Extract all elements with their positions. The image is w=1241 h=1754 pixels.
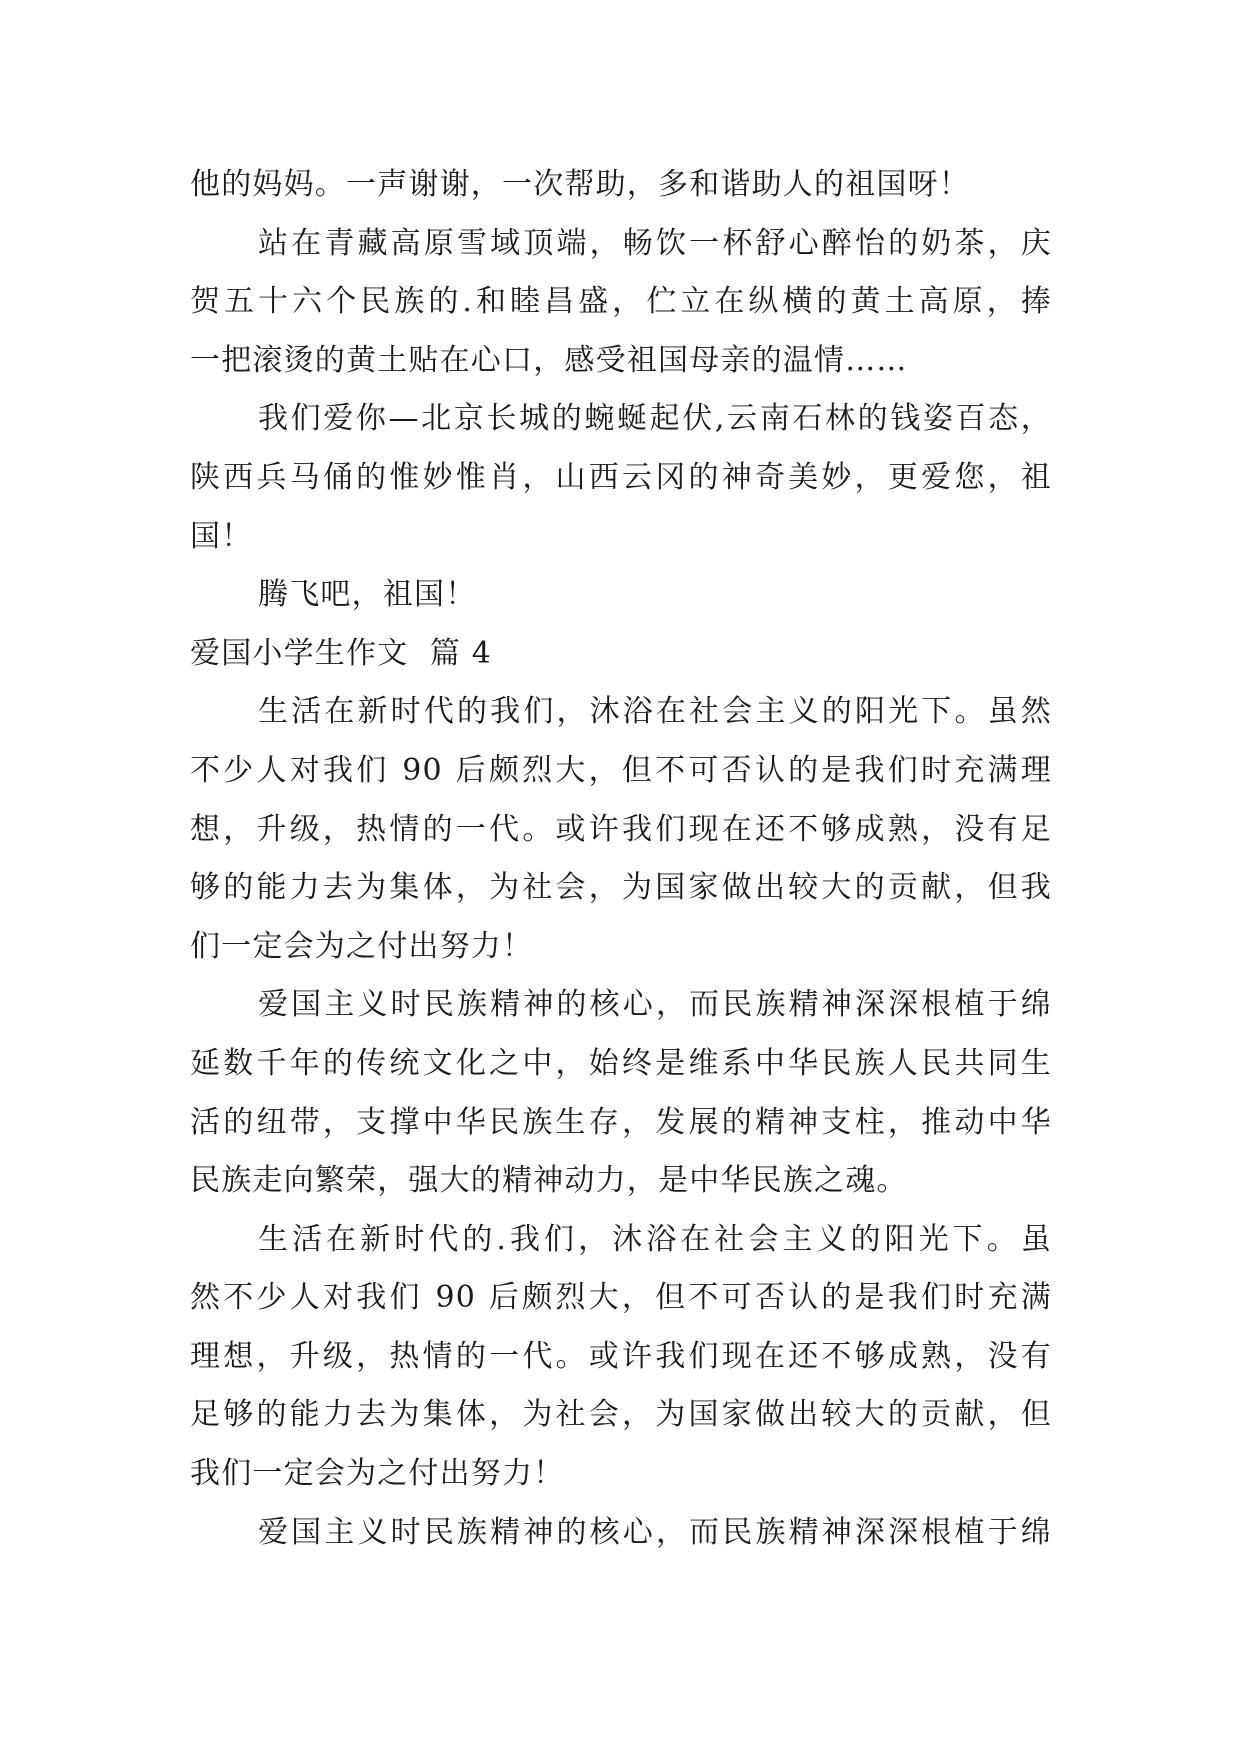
text-line: 不少人对我们 90 后颇烈大，但不可否认的是我们时充满理 xyxy=(190,752,1052,788)
text-line: 生活在新时代的.我们，沐浴在社会主义的阳光下。虽 xyxy=(258,1221,1052,1257)
text-line: 他的妈妈。一声谢谢，一次帮助，多和谐助人的祖国呀！ xyxy=(190,167,970,202)
text-line: 们一定会为之付出努力！ xyxy=(190,928,534,964)
text-line: 足够的能力去为集体，为社会，为国家做出较大的贡献，但 xyxy=(190,1397,1052,1433)
text-line: 腾飞吧，祖国！ xyxy=(258,577,477,613)
text-line: 生活在新时代的我们，沐浴在社会主义的阳光下。虽然 xyxy=(258,694,1052,730)
text-line: 够的能力去为集体，为社会，为国家做出较大的贡献，但我 xyxy=(190,870,1052,906)
text-line: 活的纽带，支撑中华民族生存，发展的精神支柱，推动中华 xyxy=(190,1104,1052,1140)
text-line: 延数千年的传统文化之中，始终是维系中华民族人民共同生 xyxy=(190,1045,1052,1081)
text-line: 站在青藏高原雪域顶端，畅饮一杯舒心醉怡的奶茶，庆 xyxy=(258,225,1052,261)
document-body xyxy=(190,156,1052,1562)
text-line: 然不少人对我们 90 后颇烈大，但不可否认的是我们时充满 xyxy=(190,1280,1052,1316)
text-line: 民族走向繁荣，强大的精神动力，是中华民族之魂。 xyxy=(190,1163,908,1199)
text-line: 我们爱你—北京长城的蜿蜒起伏,云南石林的钱姿百态， xyxy=(258,401,1052,437)
text-line: 一把滚烫的黄土贴在心口，感受祖国母亲的温情…… xyxy=(190,342,908,378)
text-line: 国！ xyxy=(190,518,253,554)
text-line: 想，升级，热情的一代。或许我们现在还不够成熟，没有足 xyxy=(190,811,1052,847)
text-line: 爱国主义时民族精神的核心，而民族精神深深根植于绵 xyxy=(258,987,1052,1023)
text-line: 陕西兵马俑的惟妙惟肖，山西云冈的神奇美妙，更爱您，祖 xyxy=(190,459,1052,495)
text-line: 贺五十六个民族的.和睦昌盛，伫立在纵横的黄土高原，捧 xyxy=(190,284,1052,320)
text-line: 我们一定会为之付出努力！ xyxy=(190,1456,565,1492)
text-line: 理想，升级，热情的一代。或许我们现在还不够成熟，没有 xyxy=(190,1338,1052,1374)
text-line: 爱国主义时民族精神的核心，而民族精神深深根植于绵 xyxy=(258,1514,1052,1550)
section-heading: 爱国小学生作文 篇 4 xyxy=(190,635,493,671)
